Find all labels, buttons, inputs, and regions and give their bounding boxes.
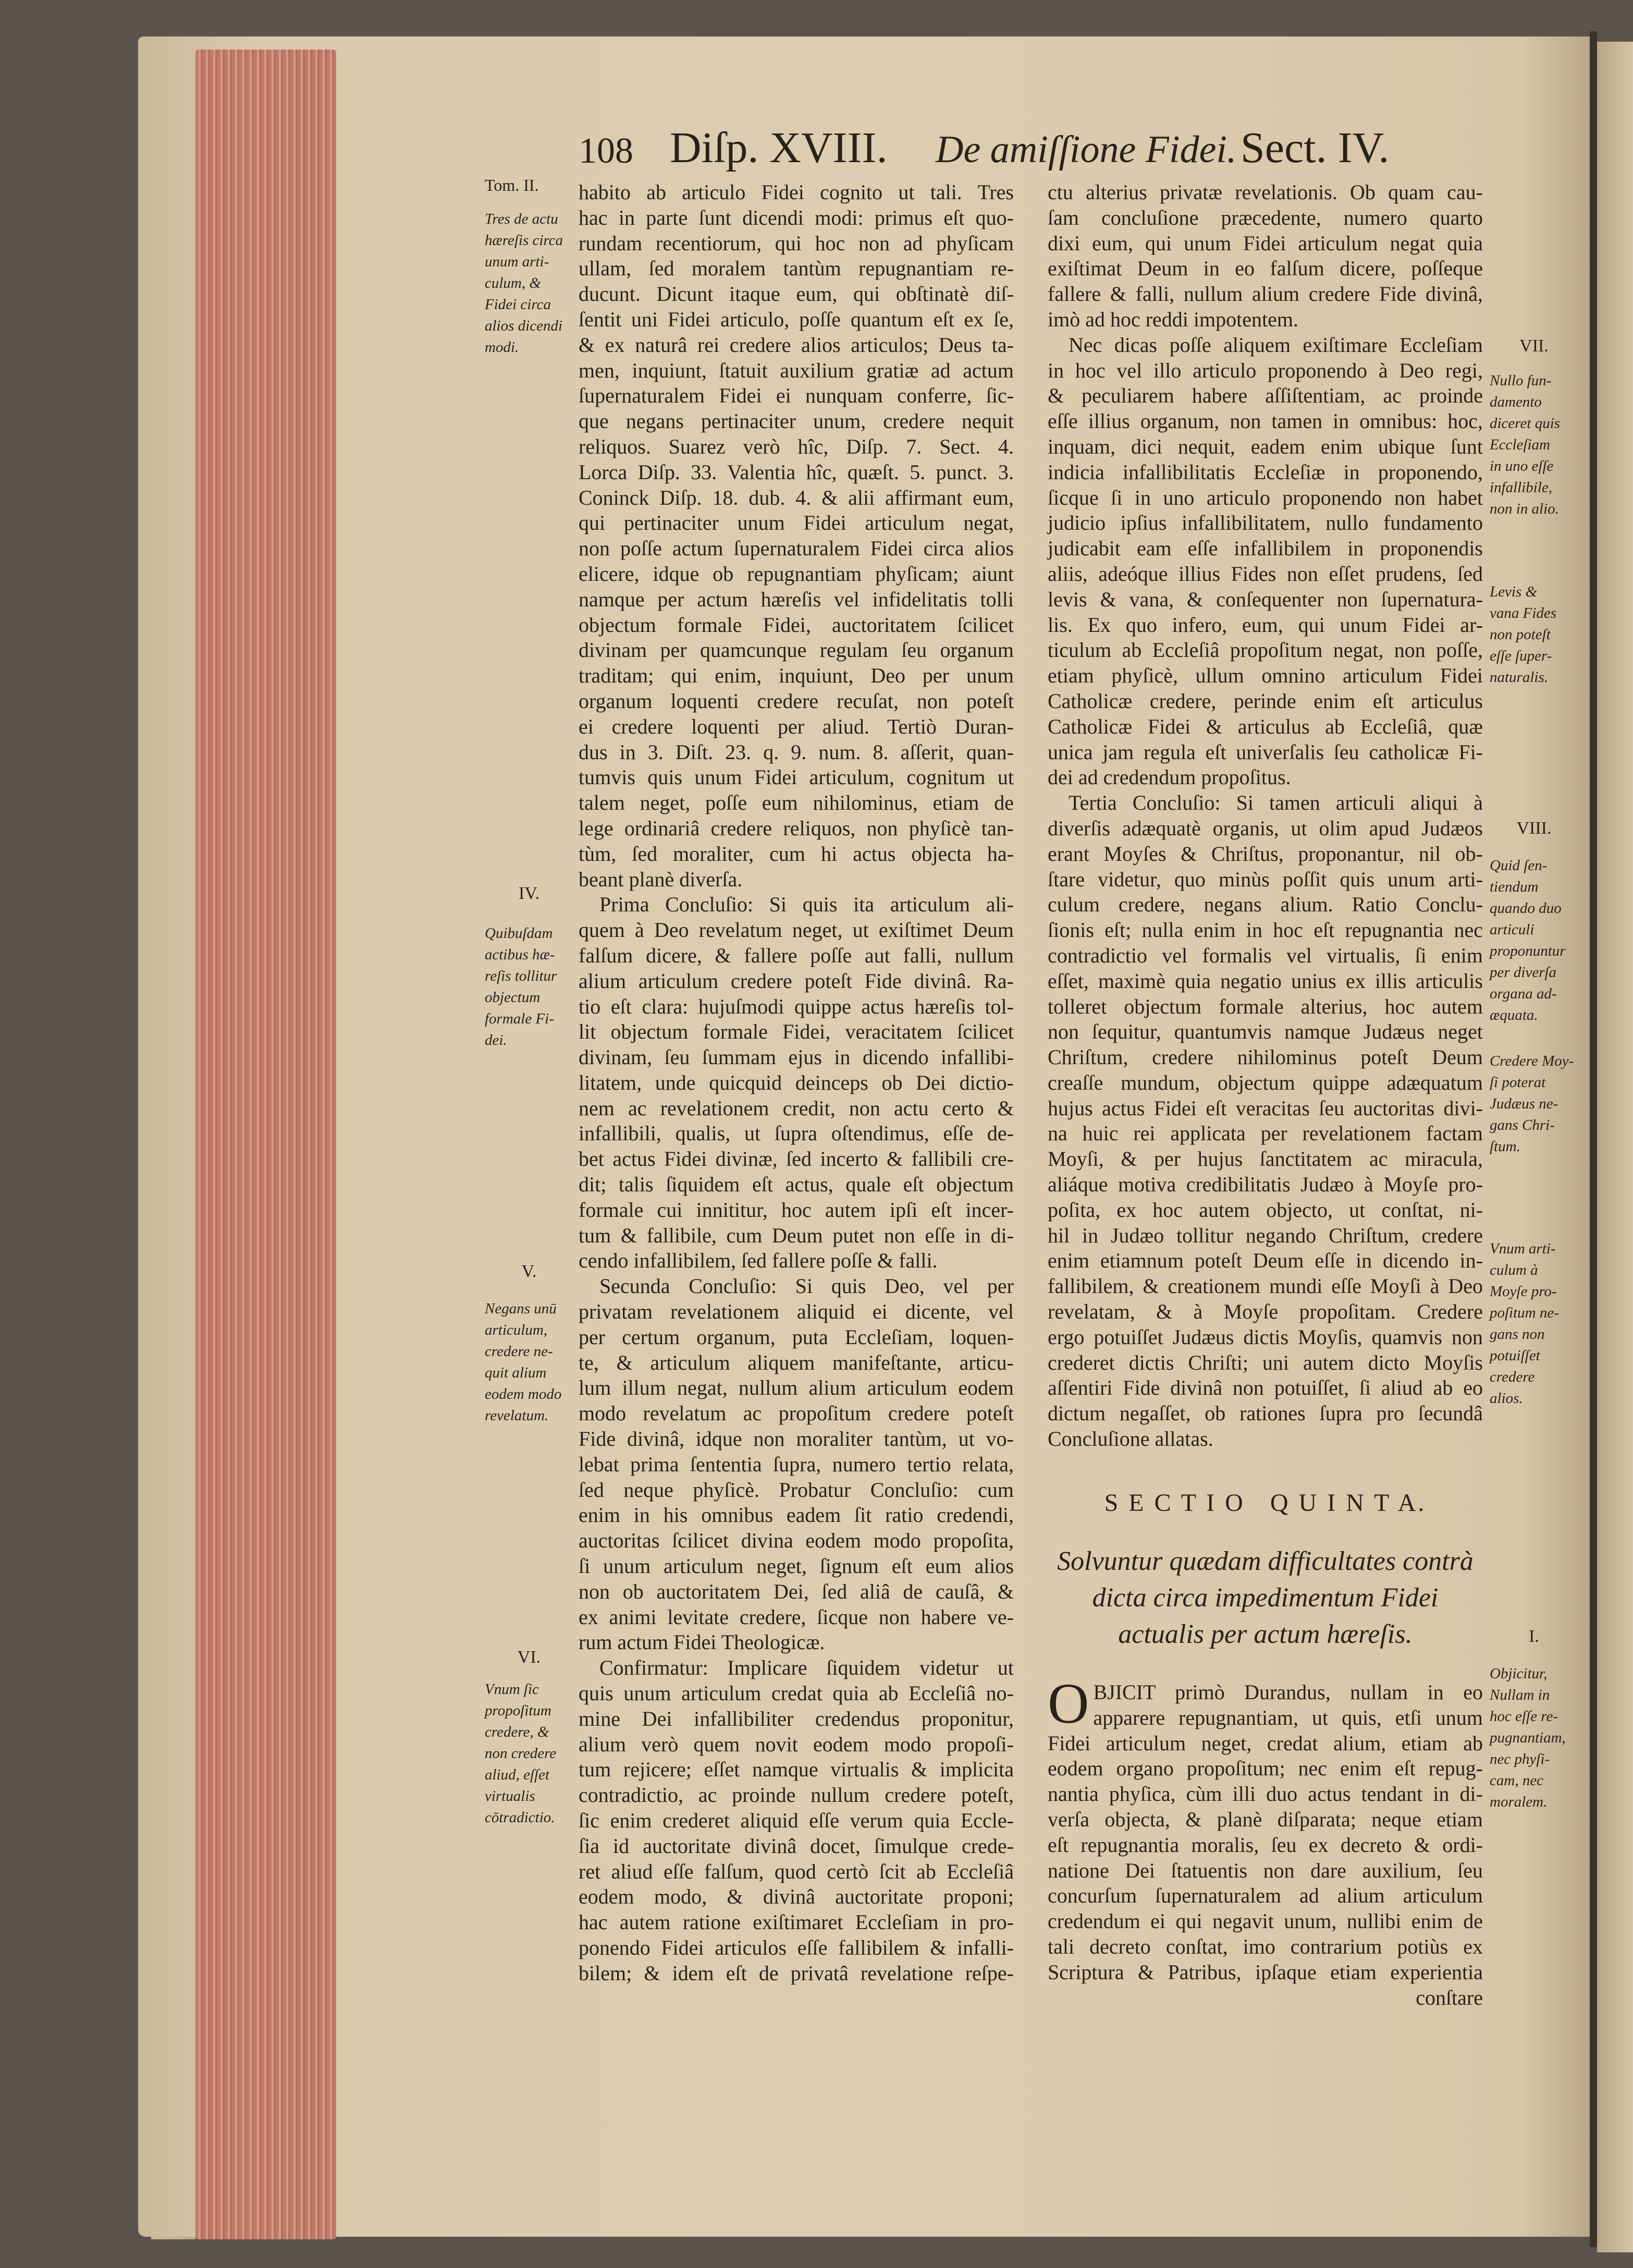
text-line: aſſentiri Fide divinâ non potuiſſet, ſi aliud ab eo: [1048, 1376, 1483, 1400]
text-line: formale cui innititur, hoc autem ipſi eſt incer-: [579, 1198, 1014, 1222]
text-line: organum loquenti credere recuſat, non poteſt: [579, 689, 1014, 713]
margin-note-number: VIII.: [1516, 819, 1552, 838]
text-line: credendum ei qui negavit unum, nullibi enim de: [1048, 1909, 1483, 1933]
margin-note-line: potuiſſet: [1490, 1347, 1540, 1364]
text-line: ticulum ab Eccleſiâ propoſitum negat, non poſſe,: [1048, 638, 1483, 662]
text-line: auctoritas ſcilicet divina eodem modo propoſita,: [579, 1529, 1014, 1553]
text-line: beant planè diverſa.: [579, 867, 743, 891]
text-line: tolleret objectum formale alterius, hoc autem: [1048, 994, 1483, 1018]
margin-note-line: Fidei circa: [485, 296, 551, 313]
text-line: dus in 3. Diſt. 23. q. 9. num. 8. aſſerit, quan-: [579, 740, 1014, 764]
text-line: bilem; & idem eſt de privatâ revelatione reſpe-: [579, 1961, 1014, 1985]
drop-cap: O: [1048, 1672, 1089, 1735]
text-line: Concluſione allatas.: [1048, 1427, 1213, 1451]
margin-note-line: non in alio.: [1490, 501, 1559, 517]
text-line: ſionis eſt; nulla enim in hoc eſt repugnantia nec: [1048, 918, 1483, 942]
text-line: fallere & falli, nullum alium credere Fide divinâ,: [1048, 282, 1483, 306]
text-line: dixi eum, qui unum Fidei articulum negat quia: [1048, 231, 1483, 255]
margin-note-line: ſi poterat: [1490, 1074, 1546, 1091]
text-line: te, & articulum aliquem manifeſtante, articu-: [579, 1350, 1014, 1374]
text-line: reliquos. Suarez verò hîc, Diſp. 7. Sect. 4.: [579, 434, 1014, 458]
text-line: ullam, ſed moralem tantùm repugnantiam re-: [579, 257, 1014, 281]
text-line: hac in parte ſunt dicendi modi: primus eſt quo-: [579, 205, 1014, 229]
text-line: non ob auctoritatem Dei, ſed aliâ de cauſâ, &: [579, 1579, 1014, 1603]
text-line: fallibilem, & creationem mundi eſſe Moyſi à Deo: [1048, 1274, 1483, 1298]
text-line: tum rejicere; eſſet namque virtualis & implicita: [579, 1758, 1014, 1782]
text-line: poſita, ex hoc autem objecto, ut conſtat, ni-: [1048, 1198, 1483, 1222]
margin-note-line: revelatum.: [485, 1407, 549, 1424]
text-line: Catholicæ Fidei & articulus ab Eccleſiâ, quæ: [1048, 714, 1483, 738]
margin-note-line: poſitum ne-: [1490, 1304, 1559, 1321]
margin-note-line: Nullam in: [1490, 1687, 1550, 1703]
text-line: divinam, ſeu ſummam ejus in dicendo infallibi-: [579, 1045, 1014, 1069]
text-line: litatem, unde quicquid deinceps ob Dei dictio-: [579, 1070, 1014, 1094]
text-line: Chriſtum, credere nihilominus poteſt Deum: [1048, 1045, 1483, 1069]
text-line: ſed neque phyſicè. Probatur Concluſio: cum: [579, 1478, 1014, 1502]
text-line: exiſtimat Deum in eo falſum dicere, poſſeque: [1048, 257, 1483, 281]
text-line: tùm, ſed moraliter, cum hi actus objecta ha-: [579, 842, 1014, 865]
text-line: privatam revelationem aliquid ei dicente, vel: [579, 1300, 1014, 1324]
text-line: etiam phyſicè, ullum omnino articulum Fidei: [1048, 664, 1483, 688]
text-line: revelatam, & à Moyſe propoſitam. Credere: [1048, 1300, 1483, 1324]
margin-note-number: V.: [521, 1262, 537, 1281]
margin-note-line: propoſitum: [485, 1702, 551, 1719]
text-line: contradictio vel formalis vel virtualis, ſi enim: [1048, 943, 1483, 967]
text-line: enim in his omnibus eadem ſit ratio credendi,: [579, 1503, 1014, 1527]
text-line: ſi unum articulum neget, ſignum eſt eum alios: [579, 1554, 1014, 1578]
text-line: eſſet, maximè quia negatio unius ex illis articulis: [1048, 969, 1483, 993]
text-line: natione Dei ſtatuentis non dare auxilium, ſeu: [1048, 1858, 1483, 1882]
text-line: imò ad hoc reddi impotentem.: [1048, 307, 1298, 331]
text-line: in hoc vel illo articulo proponendo à Deo regi,: [1048, 358, 1483, 382]
text-line: alium articulum credere poteſt Fide divinâ. Ra-: [579, 969, 1014, 993]
margin-note-number: IV.: [519, 884, 539, 903]
text-line: non poſſe actum ſupernaturalem Fidei circa alios: [579, 536, 1014, 560]
margin-note: [1490, 370, 1560, 520]
text-line: erant Moyſes & Chriſtus, proponantur, nil ob-: [1048, 842, 1483, 865]
text-line: lebat prima ſententia ſupra, numero tertio relata,: [579, 1452, 1014, 1476]
margin-note-line: damento: [1490, 394, 1542, 410]
text-line: bet actus Fidei divinæ, ſed incerto & fallibili cre-: [579, 1147, 1014, 1171]
text-line: Catholicæ credere, perinde enim eſt articulus: [1048, 689, 1483, 713]
margin-note-line: unum arti-: [485, 253, 549, 270]
text-line: elicere, idque ob repugnantiam phyſicam; aiunt: [579, 562, 1014, 586]
margin-note: [1490, 581, 1556, 688]
text-line: per certum organum, puta Eccleſiam, loquen-: [579, 1325, 1014, 1349]
margin-note-line: Objicitur,: [1490, 1665, 1548, 1682]
margin-note-line: pugnantiam,: [1490, 1729, 1566, 1746]
margin-note-line: Tres de actu: [485, 211, 558, 227]
section-title-line: Solvuntur quædam difficultates contrà: [1057, 1546, 1474, 1576]
page-fore-edge: [195, 50, 336, 2239]
text-line: eodem modo, & divinâ auctoritate proponi;: [579, 1885, 1014, 1909]
margin-note-line: tiendum: [1490, 879, 1539, 895]
section-body: [1048, 1672, 1483, 2010]
margin-note-line: naturalis.: [1490, 669, 1548, 686]
text-line: Moyſi, & per hujus ſanctitatem ac miracula,: [1048, 1147, 1483, 1171]
margin-note-line: articuli: [1490, 921, 1534, 938]
margin-note: [485, 209, 563, 358]
text-line: eodem organo propoſitum; nec enim eſt repug-: [1048, 1757, 1483, 1781]
running-head-disputation: Diſp. XVIII.: [670, 124, 888, 172]
margin-note-line: cam, nec: [1490, 1772, 1544, 1789]
margin-note-line: Negans unū: [485, 1300, 557, 1317]
margin-note-line: aliud, eſſet: [485, 1766, 550, 1783]
margin-note-line: culum à: [1490, 1262, 1538, 1278]
text-line: Confirmatur: Implicare ſiquidem videtur ut: [599, 1656, 1014, 1680]
text-line: alium verò quem novit eodem modo propoſi-: [579, 1732, 1014, 1756]
text-line: ſtare videtur, quo minùs poſſit quis unum arti-: [1048, 867, 1483, 891]
text-line: Prima Concluſio: Si quis ita articulum ali-: [599, 893, 1014, 917]
margin-note-line: reſis tollitur: [485, 968, 557, 984]
margin-note-line: moralem.: [1490, 1794, 1548, 1810]
left-text-column: [579, 180, 1014, 1986]
text-line: ſentit uni Fidei articulo, poſſe quantum eſt ex ſe,: [579, 307, 1014, 331]
catchword: conſtare: [1416, 1985, 1483, 2009]
text-line: inquam, dici nequit, eadem enim ubique ſunt: [1048, 434, 1483, 458]
margin-note-line: culum, &: [485, 275, 541, 291]
margin-note-line: hæreſis circa: [485, 232, 563, 249]
margin-note-line: quando duo: [1490, 900, 1562, 917]
margin-note-line: infallibile,: [1490, 479, 1553, 496]
section-title-line: dicta circa impedimentum Fidei: [1092, 1583, 1439, 1613]
text-line: ſupernaturalem Fidei ei nunquam conferre, ſic-: [579, 384, 1014, 408]
text-line: ſam concluſione præcedente, numero quarto: [1048, 205, 1483, 229]
margin-note: [485, 1679, 556, 1828]
text-line: ergo potuiſſet Judæus dictis Moyſis, quamvis non: [1048, 1325, 1483, 1349]
margin-note-line: Vnum arti-: [1490, 1240, 1556, 1257]
margin-note: [1490, 855, 1566, 1026]
text-line: contradictio, ac proinde nullum credere poteſt,: [579, 1783, 1014, 1807]
margin-note-line: alios dicendi: [485, 318, 563, 334]
margin-note-line: Credere Moy-: [1490, 1053, 1574, 1069]
margin-note-line: modi.: [485, 339, 519, 356]
text-line: & peculiarem habere aſſiſtentiam, ac proinde: [1048, 384, 1483, 408]
text-line: hac autem ratione exiſtimaret Eccleſiam in pro-: [579, 1910, 1014, 1934]
tome-label: Tom. II.: [485, 176, 539, 194]
text-line: Lorca Diſp. 33. Valentia hîc, quæſt. 5. punct. 3.: [579, 460, 1014, 484]
margin-note-line: Moyſe pro-: [1490, 1283, 1557, 1300]
text-line: Coninck Diſp. 18. dub. 4. & alii affirmant eum,: [579, 485, 1014, 509]
text-line: traditam; qui enim, inquiunt, Deo per unum: [579, 664, 1014, 688]
margin-note-line: non poteſt: [1490, 626, 1551, 643]
text-line: aliis, adeóque illius Fides non eſſet prudens, ſed: [1048, 562, 1483, 586]
text-line: tali decreto conſtat, imo contrarium potiùs ex: [1048, 1934, 1483, 1958]
margin-note-line: Vnum ſic: [485, 1681, 539, 1698]
text-line: ducunt. Dicunt itaque eum, qui obſtinatè diſ-: [579, 282, 1014, 306]
text-line: tum & fallibile, cum Deum putet non eſſe in di-: [579, 1223, 1014, 1247]
margin-note-line: alios.: [1490, 1390, 1523, 1407]
text-line: eſt repugnantia moralis, ſeu ex decreto & ordi-: [1048, 1833, 1483, 1857]
running-head-title: De amiſſione Fidei.: [936, 128, 1237, 171]
margin-note-line: cōtradictio.: [485, 1809, 555, 1826]
text-line: eſſe illius organum, non tamen in omnibus: hoc,: [1048, 409, 1483, 433]
text-line: Scriptura & Patribus, ipſaque etiam experientia: [1048, 1960, 1483, 1984]
section-heading: S E C T I O Q U I N T A.: [1104, 1489, 1427, 1517]
margin-note-line: non credere: [485, 1745, 557, 1762]
margin-note-line: gans Chri-: [1490, 1117, 1555, 1133]
text-line: falſum dicere, & fallere poſſe aut falli, nullum: [579, 943, 1014, 967]
text-line: verſa objecta, & planè diſparata; neque etiam: [1048, 1807, 1483, 1831]
text-line: judicio ipſius infallibilitatem, nullo fundamento: [1048, 511, 1483, 535]
text-line: tumvis quis unum Fidei articulum, cognitum ut: [579, 765, 1014, 789]
text-line: lum illum negat, nullum alium articulum eodem: [579, 1376, 1014, 1400]
text-line: Fidei articulum neget, credat alium, etiam ab: [1048, 1731, 1483, 1755]
margin-note-line: hoc eſſe re-: [1490, 1708, 1558, 1725]
text-line: concurſum ſupernaturalem ad alium articulum: [1048, 1884, 1483, 1908]
text-line: cendo infallibilem, ſed fallere poſſe & falli.: [579, 1249, 938, 1273]
margin-note-line: Levis &: [1490, 583, 1538, 600]
text-line: men, inquiunt, ſtatuit auxilium gratiæ ad actum: [579, 358, 1014, 382]
text-line: apparere repugnantiam, ut quis, etſi unum: [1093, 1705, 1483, 1729]
margin-note-line: objectum: [485, 989, 541, 1006]
margin-note-line: credere, &: [485, 1724, 549, 1740]
text-line: ei credere loquenti per aliud. Tertiò Duran-: [579, 714, 1014, 738]
running-head-section: Sect. IV.: [1241, 124, 1390, 172]
margin-note-line: virtualis: [485, 1788, 535, 1804]
text-line: unica jam regula eſt univerſalis ſeu catholicæ Fi-: [1048, 740, 1483, 764]
text-line: quis unum articulum credat quia ab Eccleſiâ no-: [579, 1681, 1014, 1705]
text-line: lis. Ex quo infero, eum, qui unum Fidei ar-: [1048, 613, 1483, 637]
margin-note-line: Eccleſiam: [1490, 436, 1550, 453]
margin-note-line: quit alium: [485, 1364, 547, 1381]
text-line: dictum negaſſet, ob rationes ſupra pro ſecundâ: [1048, 1401, 1483, 1425]
text-line: qui pertinaciter unum Fidei articulum negat,: [579, 511, 1014, 535]
margin-note-line: Quid ſen-: [1490, 857, 1548, 874]
text-line: habito ab articulo Fidei cognito ut tali. Tres: [579, 180, 1014, 204]
text-line: Fide divinâ, idque non moraliter tantùm, ut vo-: [579, 1427, 1014, 1451]
text-line: & ex naturâ rei credere alios articulos; Deus ta-: [579, 333, 1014, 357]
text-line: dit; talis ſiquidem eſt actus, quale eſt objectum: [579, 1173, 1014, 1197]
text-line: hujus actus Fidei eſt veracitas ſeu auctoritas divi-: [1048, 1096, 1483, 1120]
margin-note-line: credere: [1490, 1369, 1535, 1385]
text-line: nantia phyſica, cùm illi duo actus tendant in di-: [1048, 1782, 1483, 1806]
margin-note-line: Quibuſdam: [485, 925, 553, 942]
text-line: nem ac revelationem credit, non actu certo &: [579, 1096, 1014, 1120]
text-line: que negans pertinaciter unum, credere nequit: [579, 409, 1014, 433]
text-line: infallibili, qualis, ut ſupra oſtendimus, eſſe de-: [579, 1121, 1014, 1145]
text-line: talem neget, poſſe eum nihilominus, etiam de: [579, 791, 1014, 815]
margin-note-line: Judæus ne-: [1490, 1095, 1558, 1112]
margin-note: [485, 923, 557, 1051]
margin-note: [1490, 1238, 1559, 1409]
margin-note-line: per diverſa: [1490, 964, 1557, 981]
margin-note-line: gans non: [1490, 1326, 1545, 1343]
text-line: ſicque ſi in uno articulo proponendo non habet: [1048, 485, 1483, 509]
text-line: ex animi levitate credere, ſicque non habere ve-: [579, 1605, 1014, 1629]
text-line: ſic enim crederet aliquid eſſe verum quia Eccle-: [579, 1809, 1014, 1832]
text-line: ret aliud eſſe falſum, quod certò ſcit ab Eccleſiâ: [579, 1859, 1014, 1883]
margin-note-line: æquata.: [1490, 1007, 1538, 1023]
text-line: ponendo Fidei articulos eſſe fallibilem & infalli-: [579, 1935, 1014, 1959]
margin-note-number: I.: [1529, 1627, 1539, 1646]
text-line: aliáque motiva credibilitatis Judæo à Moyſe pro-: [1048, 1173, 1483, 1197]
text-line: modo revelatum ac propoſitum credere poteſt: [579, 1401, 1014, 1425]
text-line: tio eſt clara: hujuſmodi quippe actus hæreſis tol-: [579, 994, 1014, 1018]
margin-note-line: vana Fides: [1490, 605, 1557, 621]
text-line: rum actum Fidei Theologicæ.: [579, 1630, 825, 1654]
margin-note-line: articulum,: [485, 1322, 548, 1338]
margin-note-line: in uno eſſe: [1490, 458, 1554, 474]
margin-note-line: eſſe ſuper-: [1490, 648, 1552, 664]
margin-note-line: organa ad-: [1490, 985, 1557, 1002]
margin-note-line: proponuntur: [1490, 943, 1566, 959]
text-line: Tertia Concluſio: Si tamen articuli aliqui à: [1069, 791, 1483, 815]
text-line: Secunda Concluſio: Si quis Deo, vel per: [599, 1274, 1014, 1298]
text-line: rundam recentiorum, qui hoc non ad phyſicam: [579, 231, 1014, 255]
margin-note-number: VI.: [517, 1648, 541, 1667]
text-line: na huic rei applicata per revelationem factam: [1048, 1121, 1483, 1145]
text-line: objectum formale Fidei, auctoritatem ſcilicet: [579, 613, 1014, 637]
text-line: ſia id auctoritate divinâ docet, ſimulque crede-: [579, 1834, 1014, 1858]
text-line: levis & vana, & conſequenter non ſupernatura-: [1048, 587, 1483, 611]
margin-note-line: diceret quis: [1490, 415, 1561, 432]
margin-note: [485, 1298, 561, 1426]
text-line: divinam per quamcunque regulam ſeu organum: [579, 638, 1014, 662]
text-line: crederet dictis Chriſti; uni autem dicto Moyſis: [1048, 1350, 1483, 1374]
margin-note-line: actibus hæ-: [485, 946, 555, 963]
text-line: culum credere, negans alium. Ratio Conclu-: [1048, 893, 1483, 917]
margin-note-line: eodem modo: [485, 1386, 562, 1403]
margin-note-line: nec phyſi-: [1490, 1751, 1550, 1767]
text-line: lit objectum formale Fidei, veracitatem ſcilicet: [579, 1020, 1014, 1044]
text-line: BJICIT primò Durandus, nullam in eo: [1093, 1680, 1483, 1704]
text-line: lege ordinariâ credere reliquos, non phyſicè tan-: [579, 816, 1014, 840]
text-line: quem à Deo revelatum neget, ut exiſtimet Deum: [579, 918, 1014, 942]
right-text-column: [1048, 180, 1483, 1452]
margin-note-line: Nullo fun-: [1490, 372, 1552, 389]
margin-note-line: ſtum.: [1490, 1138, 1520, 1155]
text-line: non ſequitur, quantumvis namque Judæus neget: [1048, 1020, 1483, 1044]
text-line: diverſis adæquatè organis, ut olim apud Judæos: [1048, 816, 1483, 840]
text-line: mine Dei infallibiliter credendus proponitur,: [579, 1706, 1014, 1730]
margin-note-number: VII.: [1519, 336, 1549, 356]
section-title-line: actualis per actum hæreſis.: [1118, 1619, 1413, 1649]
text-line: namque per actum hæreſis vel infidelitatis tolli: [579, 587, 1014, 611]
page-number: 108: [579, 131, 633, 171]
margin-note: [1490, 1051, 1574, 1157]
margin-note-line: formale Fi-: [485, 1010, 554, 1027]
text-line: ctu alterius privatæ revelationis. Ob quam cau-: [1048, 180, 1483, 204]
text-line: Nec dicas poſſe aliquem exiſtimare Eccleſiam: [1069, 333, 1483, 357]
margin-note-line: dei.: [485, 1032, 507, 1048]
text-line: creaſſe mundum, objectum quippe adæquatum: [1048, 1070, 1483, 1094]
text-line: judicabit eam eſſe infallibilem in proponendis: [1048, 536, 1483, 560]
book-gutter: [1590, 31, 1597, 2247]
facing-page: [1597, 42, 1633, 2252]
margin-note: [1490, 1663, 1566, 1813]
text-line: dei ad credendum propoſitus.: [1048, 765, 1291, 789]
text-line: hil in Judæo tollitur negando Chriſtum, credere: [1048, 1223, 1483, 1247]
text-line: indicia infallibilitatis Eccleſiæ in proponendo,: [1048, 460, 1483, 484]
margin-note-line: credere ne-: [485, 1343, 553, 1360]
text-line: enim etiamnum poteſt Deum eſſe in dicendo in-: [1048, 1249, 1483, 1273]
